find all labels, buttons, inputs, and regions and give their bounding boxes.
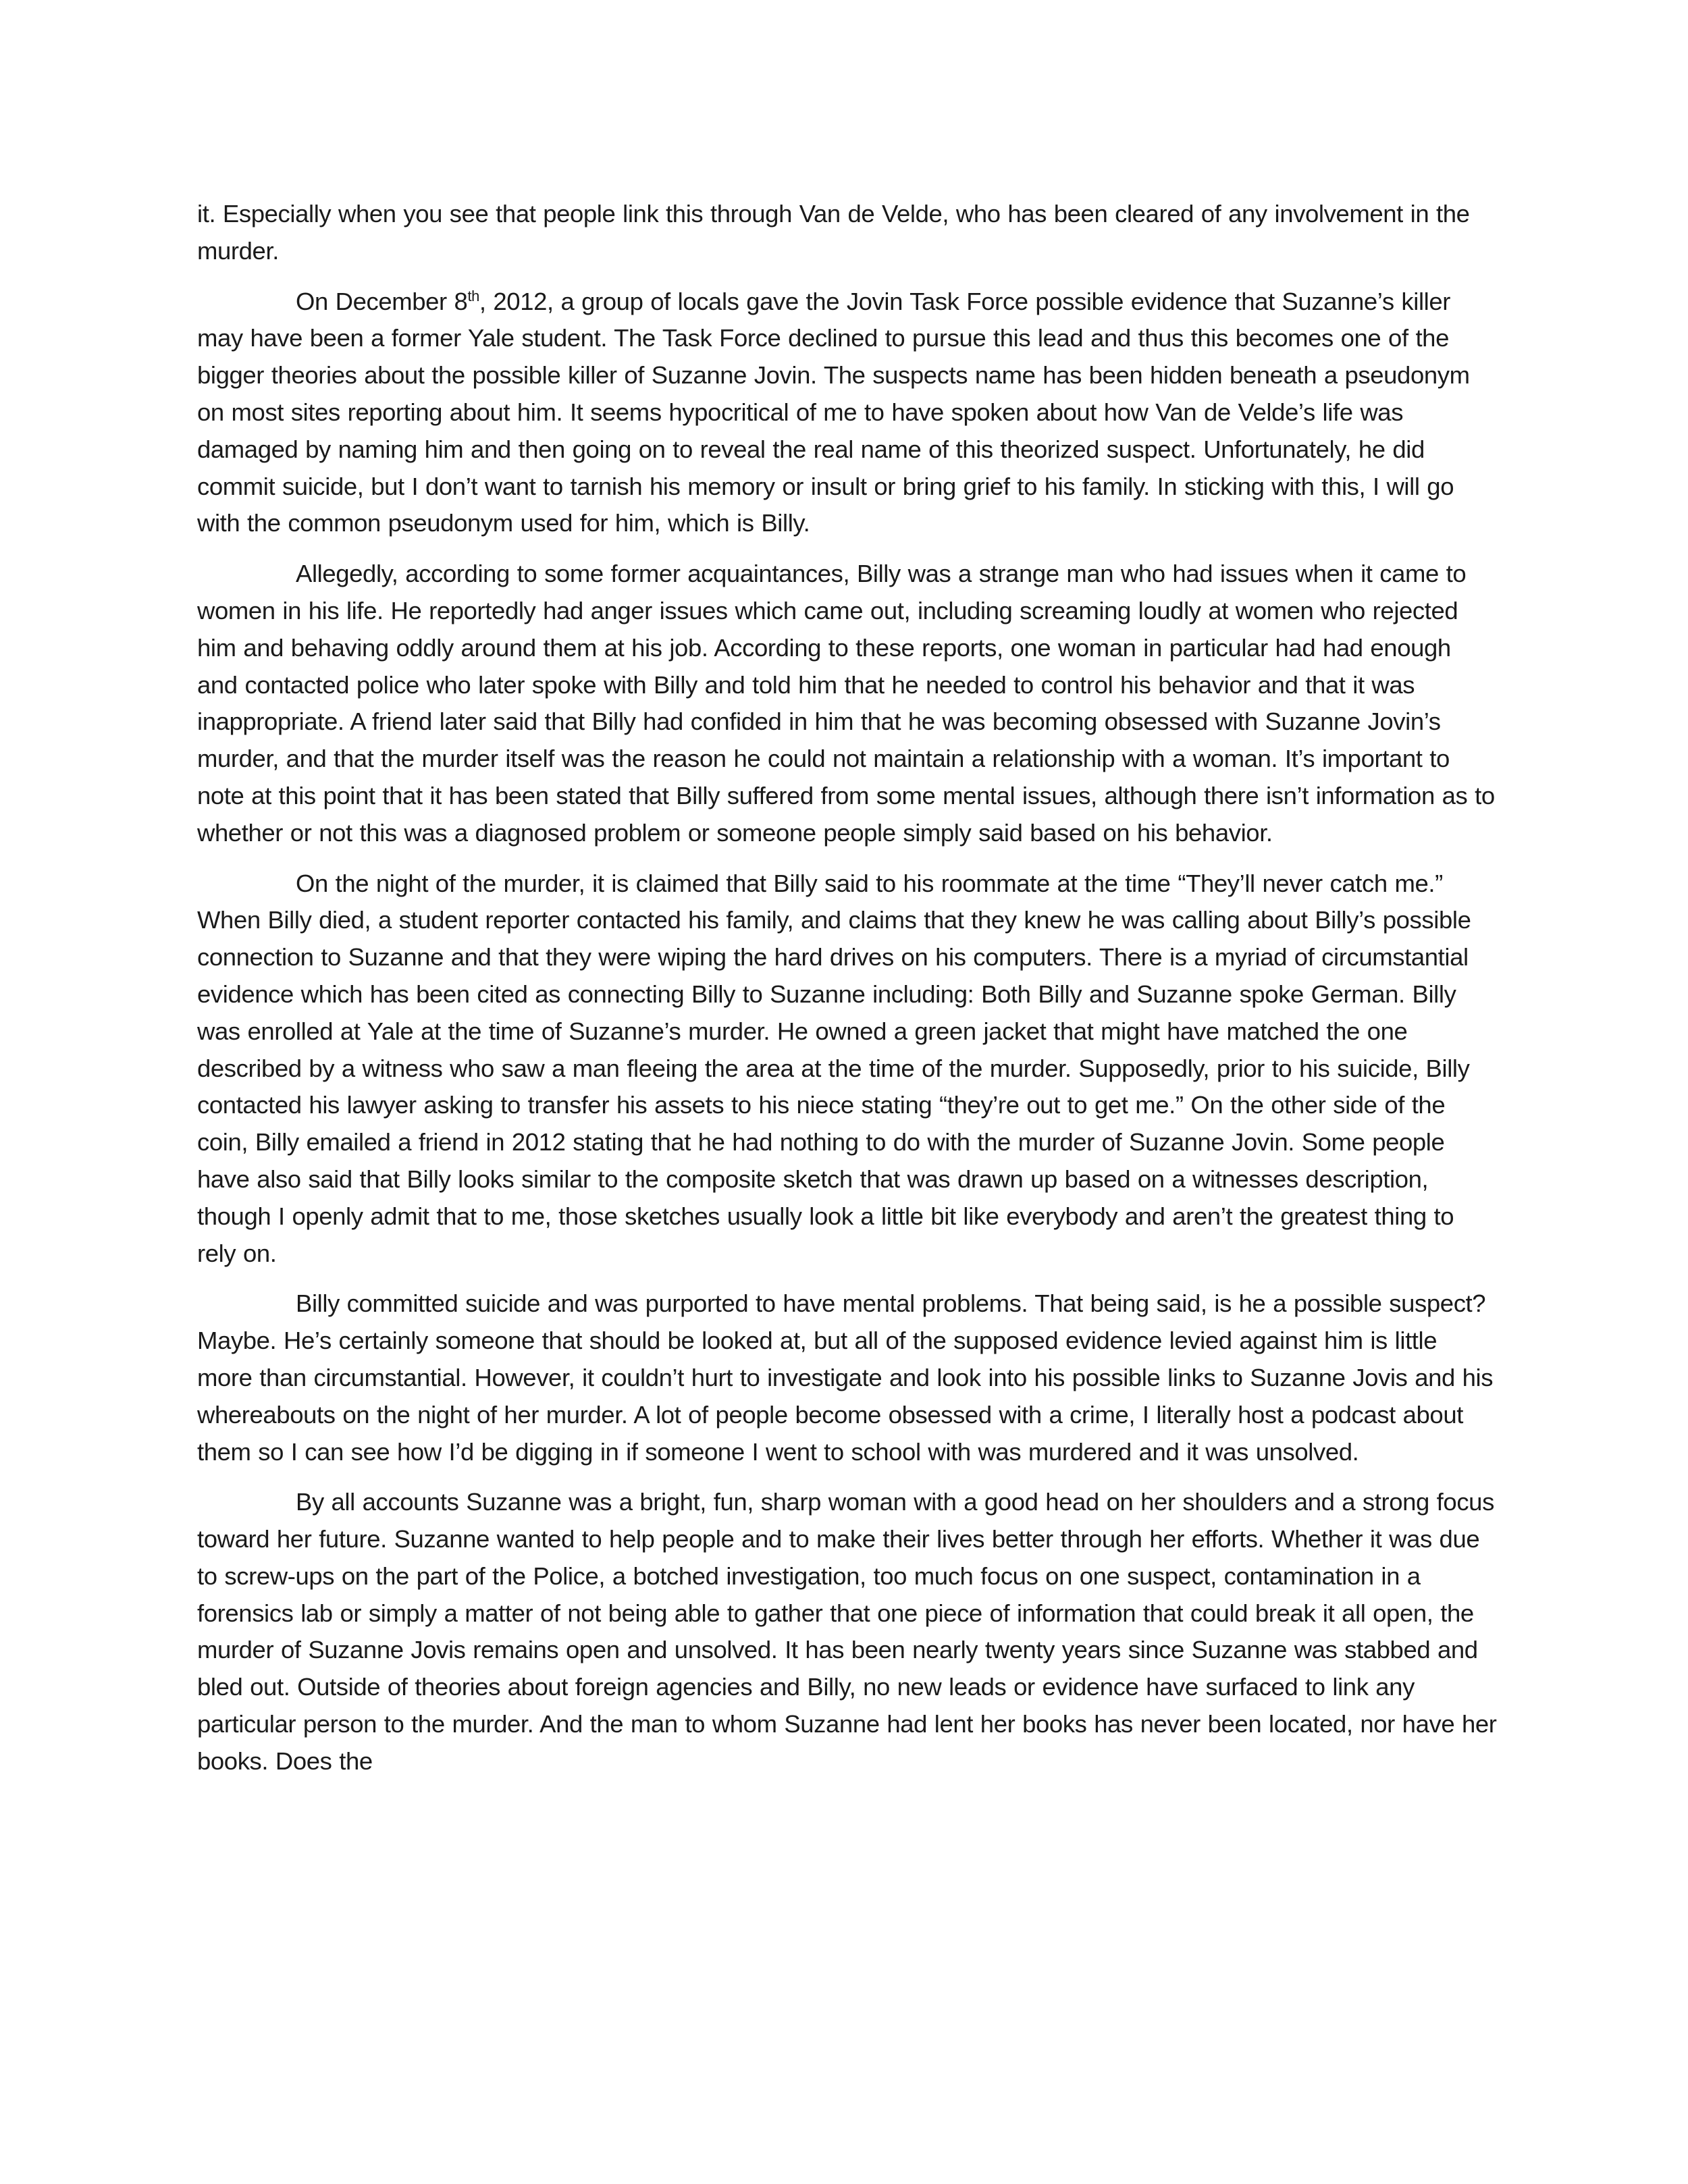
paragraph-4: On the night of the murder, it is claimed that Billy said to his roommate at the time “They’ll never catch me.” When Billy died, a student reporter contacted his family, and claims that they knew he was calling about Billy’s possible connection to Suzanne and that they were wiping the hard drives on his computers. There is a myriad of circumstantial evidence which has been cited as connecting Billy to Suzanne including: Both Billy and Suzanne spoke German. Billy was enrolled at Yale at the time of Suzanne’s murder. He owned a green jacket that might have matched the one described by a witness who saw a man fleeing the area at the time of the murder. Supposedly, prior to his suicide, Billy contacted his lawyer asking to transfer his assets to his niece stating “they’re out to get me.” On the other side of the coin, Billy emailed a friend in 2012 stating that he had nothing to do with the murder of Suzanne Jovin. Some people have also said that Billy looks similar to the composite sketch that was drawn up based on a witnesses description, though I openly admit that to me, those sketches usually look a little bit like everybody and aren’t the greatest thing to rely on. xyxy=(197,869,1471,1267)
paragraph-5: Billy committed suicide and was purported to have mental problems. That being said, is he a possible suspect? Maybe. He’s certainly someone that should be looked at, but all of the supposed evidence levied against him is little more than circumstantial. However, it couldn’t hurt to investigate and look into his possible links to Suzanne Jovis and his whereabouts on the night of her murder. A lot of people become obsessed with a crime, I literally host a podcast about them so I can see how I’d be digging in if someone I went to school with was murdered and it was unsolved. xyxy=(197,1289,1494,1466)
paragraph-2-prefix: On December 8 xyxy=(296,287,468,315)
ordinal-suffix: th xyxy=(467,287,479,304)
document-body xyxy=(197,196,1497,1794)
paragraph-3: Allegedly, according to some former acquaintances, Billy was a strange man who had issues when it came to women in his life. He reportedly had anger issues which came out, including screaming loudly at women who rejected him and behaving oddly around them at his job. According to these reports, one woman in particular had had enough and contacted police who later spoke with Billy and told him that he needed to control his behavior and that it was inappropriate. A friend later said that Billy had confided in him that he was becoming obsessed with Suzanne Jovin’s murder, and that the murder itself was the reason he could not maintain a relationship with a woman. It’s important to note at this point that it has been stated that Billy suffered from some mental issues, although there isn’t information as to whether or not this was a diagnosed problem or someone people simply said based on his behavior. xyxy=(197,560,1495,847)
paragraph-2-text: , 2012, a group of locals gave the Jovin Task Force possible evidence that Suzanne’s killer may have been a former Yale student. The Task Force declined to pursue this lead and thus this becomes one of the bigger theories about the possible killer of Suzanne Jovin. The suspects name has been hidden beneath a pseudonym on most sites reporting about him. It seems hypocritical of me to have spoken about how Van de Velde’s life was damaged by naming him and then going on to reveal the real name of this theorized suspect. Unfortunately, he did commit suicide, but I don’t want to tarnish his memory or insult or bring grief to his family. In sticking with this, I will go with the common pseudonym used for him, which is Billy. xyxy=(197,287,1470,537)
paragraph-2 xyxy=(197,284,1497,543)
paragraph-6: By all accounts Suzanne was a bright, fun, sharp woman with a good head on her shoulders and a strong focus toward her future. Suzanne wanted to help people and to make their lives better through her efforts. Whether it was due to screw-ups on the part of the Police, a botched investigation, too much focus on one suspect, contamination in a forensics lab or simply a matter of not being able to gather that one piece of information that could break it all open, the murder of Suzanne Jovis remains open and unsolved. It has been nearly twenty years since Suzanne was stabbed and bled out. Outside of theories about foreign agencies and Billy, no new leads or evidence have surfaced to link any particular person to the murder. And the man to whom Suzanne had lent her books has never been located, nor have her books. Does the xyxy=(197,1488,1497,1775)
paragraph-1: it. Especially when you see that people link this through Van de Velde, who has been cleared of any involvement in the murder. xyxy=(197,200,1470,265)
